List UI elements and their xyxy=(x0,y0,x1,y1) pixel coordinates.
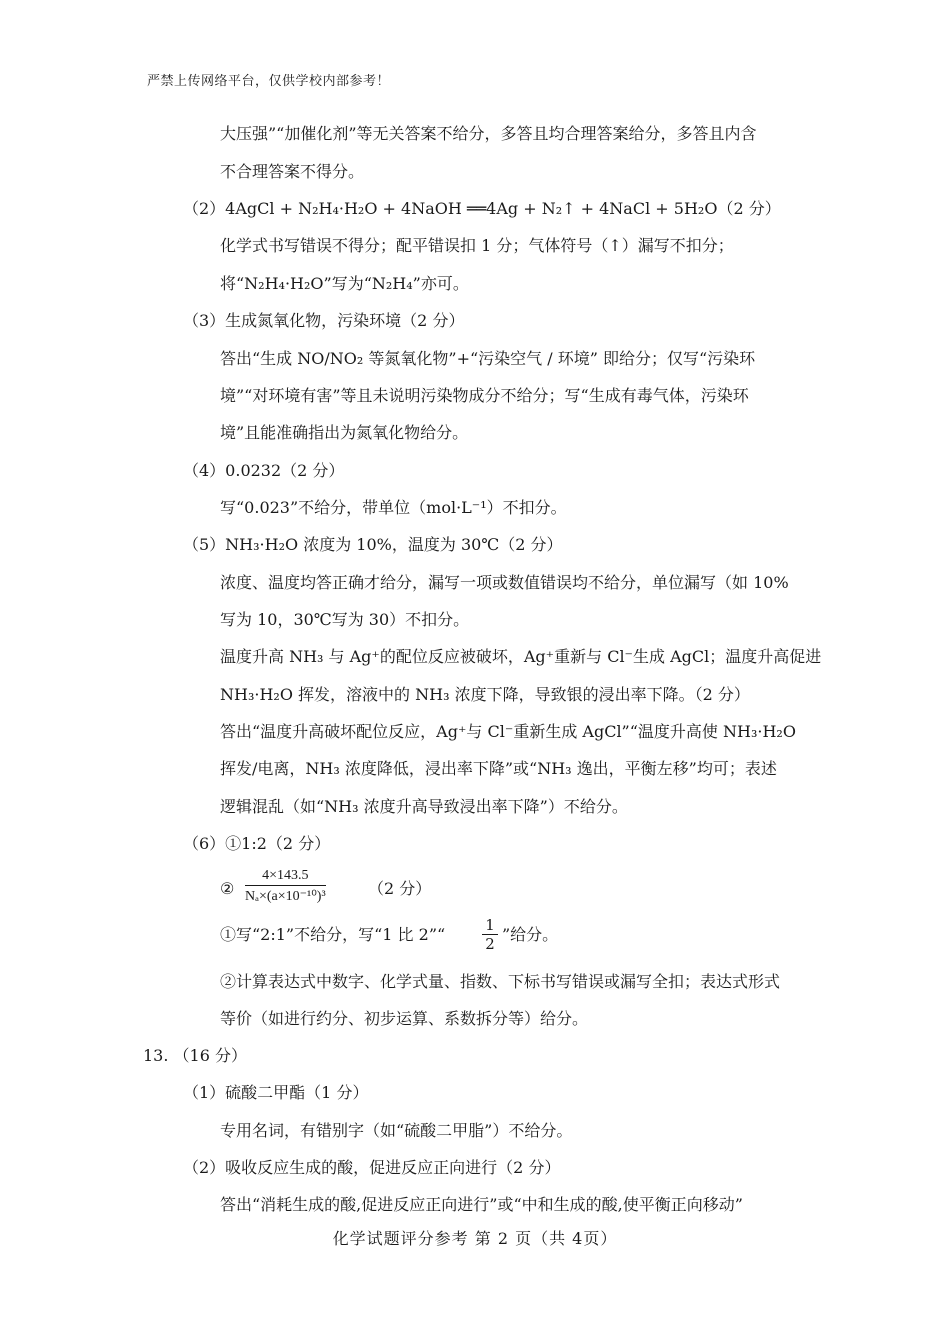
text-line: 答出“生成 NO/NO₂ 等氮氧化物”+“污染空气 / 环境” 即给分；仅写“污染环 xyxy=(220,349,756,368)
text-line: NH₃·H₂O 挥发，溶液中的 NH₃ 浓度下降，导致银的浸出率下降。（2 分） xyxy=(220,685,750,704)
text-line: ②计算表达式中数字、化学式量、指数、下标书写错误或漏写全扣；表达式形式 xyxy=(220,972,781,991)
answer-13-1: （1）硫酸二甲酯（1 分） xyxy=(183,1083,369,1102)
formula-score: （2 分） xyxy=(368,879,432,898)
question-13-heading: 13. （16 分） xyxy=(143,1046,247,1065)
header-notice: 严禁上传网络平台，仅供学校内部参考！ xyxy=(147,74,391,89)
text-line: 挥发/电离，NH₃ 浓度降低，浸出率下降”或“NH₃ 逸出，平衡左移”均可；表述 xyxy=(220,759,777,778)
answer-13-2: （2）吸收反应生成的酸，促进反应正向进行（2 分） xyxy=(183,1158,561,1177)
text-line: 浓度、温度均答正确才给分，漏写一项或数值错误均不给分，单位漏写（如 10% xyxy=(220,573,789,592)
text-line: 专用名词，有错别字（如“硫酸二甲脂”）不给分。 xyxy=(220,1121,573,1140)
text-line: 逻辑混乱（如“NH₃ 浓度升高导致浸出率下降”）不给分。 xyxy=(220,797,628,816)
answer-2: （2）4AgCl + N₂H₄·H₂O + 4NaOH ══4Ag + N₂↑ + 4NaCl + 5H₂O（2 分） xyxy=(183,199,781,218)
text-line: 将“N₂H₄·H₂O”写为“N₂H₄”亦可。 xyxy=(220,274,469,293)
formula-denominator: Nₐ×(a×10⁻¹⁰)³ xyxy=(245,889,326,904)
text-line: ”给分。 xyxy=(502,925,559,944)
text-line: 写为 10，30℃写为 30）不扣分。 xyxy=(220,610,470,629)
text-line: 答出“消耗生成的酸,促进反应正向进行”或“中和生成的酸,使平衡正向移动” xyxy=(220,1195,743,1214)
formula-numerator: 4×143.5 xyxy=(245,868,326,886)
text-line: 化学式书写错误不得分；配平错误扣 1 分；气体符号（↑）漏写不扣分； xyxy=(220,236,734,255)
text-line: 不合理答案不得分。 xyxy=(220,162,365,181)
formula-fraction xyxy=(245,868,326,905)
answer-6: （6）①1:2（2 分） xyxy=(183,834,331,853)
half-fraction xyxy=(482,916,498,953)
answer-4: （4）0.0232（2 分） xyxy=(183,461,345,480)
text-line: 境”“对环境有害”等且未说明污染物成分不给分；写“生成有毒气体，污染环 xyxy=(220,386,749,405)
fraction-numerator: 1 xyxy=(482,916,498,935)
formula-label: ② xyxy=(220,879,235,898)
text-line: 大压强”“加催化剂”等无关答案不给分，多答且均合理答案给分，多答且内含 xyxy=(220,124,757,143)
text-line: 答出“温度升高破坏配位反应，Ag⁺与 Cl⁻重新生成 AgCl”“温度升高使 NH₃·H₂O xyxy=(220,722,796,741)
text-line: 写“0.023”不给分，带单位（mol·L⁻¹）不扣分。 xyxy=(220,498,567,517)
text-line: 等价（如进行约分、初步运算、系数拆分等）给分。 xyxy=(220,1009,589,1028)
answer-5: （5）NH₃·H₂O 浓度为 10%，温度为 30℃（2 分） xyxy=(183,535,563,554)
text-line: 境”且能准确指出为氮氧化物给分。 xyxy=(220,423,469,442)
fraction-denominator: 2 xyxy=(485,935,495,953)
answer-3: （3）生成氮氧化物，污染环境（2 分） xyxy=(183,311,465,330)
text-line: 温度升高 NH₃ 与 Ag⁺的配位反应被破坏，Ag⁺重新与 Cl⁻生成 AgCl；温度升高促进 xyxy=(220,647,822,666)
page-footer: 化学试题评分参考 第 2 页（共 4页） xyxy=(332,1229,618,1248)
text-line: ①写“2:1”不给分，写“1 比 2”“ xyxy=(220,925,446,944)
